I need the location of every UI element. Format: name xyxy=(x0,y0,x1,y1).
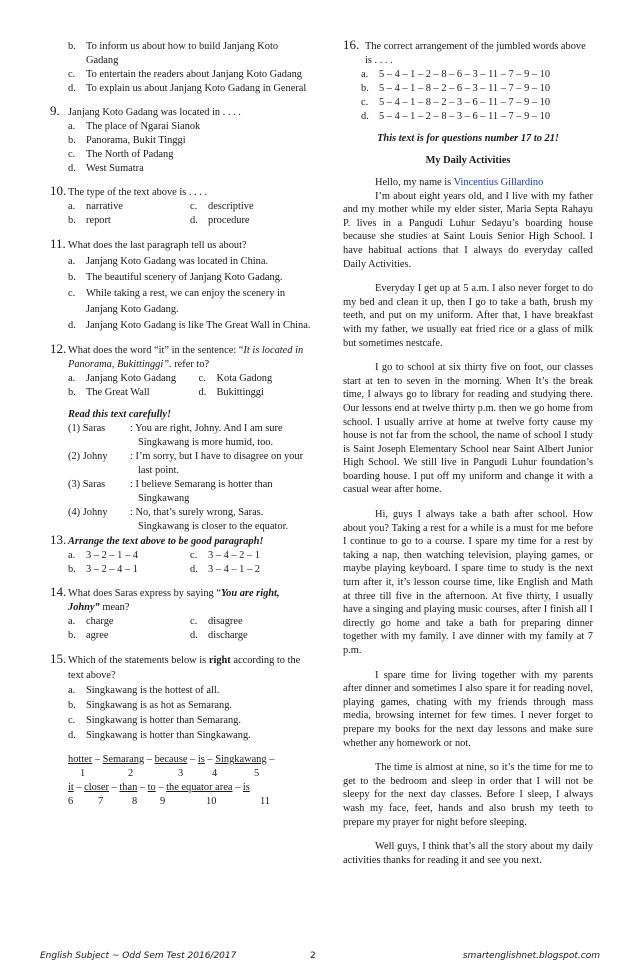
dialogue-line: (4) Johny : No, that’s surely wrong, Saras. Singkawang is closer to the equator. xyxy=(68,507,289,532)
question-text: What does the last paragraph tell us about? xyxy=(68,240,247,251)
paragraph: The time is almost at nine, so it’s the time for me to get to the bedroom and sleep in order that I will not be sleepy for the next day classes. Before I sleep, I always wash my face, feet, hands and also brush my teeth to prepare my prayer for night before sleeping. xyxy=(343,762,593,828)
question-10 xyxy=(50,183,312,228)
question-text: What does Saras express by saying “You are right, Johny” mean? xyxy=(68,588,280,613)
option-d: d. procedure xyxy=(190,215,250,226)
footer-site: smartenglishnet.blogspot.com xyxy=(462,951,600,961)
option-a: a. 3 – 2 – 1 – 4 xyxy=(68,550,138,561)
option-d: d. Janjang Koto Gadang is like The Great Wall in China. xyxy=(68,320,311,331)
question-text: What does the word “it” in the sentence: “It is located in Panorama, Bukittinggi”. refer to? xyxy=(68,345,304,370)
option-a: a. Janjang Koto Gadang was located in China. xyxy=(68,256,269,267)
option-b: b. The Great Wall xyxy=(68,387,150,398)
question-number: 16. xyxy=(343,37,360,52)
greeting: Hello, my name is Vincentius Gillardino xyxy=(375,177,544,188)
reading-text xyxy=(343,176,593,867)
option-a: a. narrative xyxy=(68,201,123,212)
option-c: c. Singkawang is hotter than Semarang. xyxy=(68,715,241,726)
option-c: c. 3 – 4 – 2 – 1 xyxy=(190,550,260,561)
question-number: 10. xyxy=(50,183,67,198)
q8-options-continued xyxy=(50,40,312,96)
option-d: d. To explain us about Janjang Koto Gadang in General xyxy=(68,83,307,94)
option-c: c. Kota Gadong xyxy=(198,373,273,384)
paragraph: Hi, guys I always take a bath after school. How about you? Taking a rest for a while is a must for me before I continue to go to a course. I spare my time for a rest by taking a nap, then watching television, playing games, or maybe playing keyboard. I spare time to study is the next turn after it, it’s lesson course time, like English and Math at three till five in the afternoon. At five thirty, I usually have a singing and playing music courses, after I finish all I directly go home and take a bath for preparing dinner together with my family. I ave dinner with my family at 7 p.m. xyxy=(343,509,593,656)
paragraph: Everyday I get up at 5 a.m. I also never forget to do my bed and clean it up, then I go to take a bath, brush my teeth, and put on my uniform. After that, I have breakfast with my father, we usually eat fried rice or a glass of milk but sometimes nestcafe. xyxy=(343,283,593,349)
question-text: The correct arrangement of the jumbled words above is . . . . xyxy=(365,41,586,66)
option-d: d. Singkawang is hotter than Singkawang. xyxy=(68,730,251,741)
paragraph: I spare time for living together with my parents after dinner and sometimes I also spare it for reading novel, playing games, chating with my friends through mass media, browsing internet for few times. I never forget to prepare my books for the next day lessons and make sure whether any homework or not. xyxy=(343,669,593,749)
question-number: 13. xyxy=(50,532,67,547)
question-text: Arrange the text above to be good paragraph! xyxy=(68,536,264,547)
option-a: a. charge xyxy=(68,616,114,627)
question-9 xyxy=(50,103,312,176)
option-a: a. 5 – 4 – 1 – 2 – 8 – 6 – 3 – 11 – 7 – 9 – 10 xyxy=(361,69,551,80)
left-column xyxy=(50,40,312,809)
jumbled-words xyxy=(50,753,312,809)
option-d: d. 3 – 4 – 1 – 2 xyxy=(190,564,260,575)
question-number: 15. xyxy=(50,651,67,666)
option-c: c. The North of Padang xyxy=(68,149,174,160)
question-11 xyxy=(50,238,312,334)
jumble-numbers-2: 6 7 8 9 10 11 xyxy=(68,796,271,807)
option-b: b. The beautiful scenery of Janjang Koto Gadang. xyxy=(68,272,283,283)
paragraph: I go to school at six thirty five on foot, our classes start at ten to seven in the morning. When It’s the break time, I always go to library for reading and studying there. Our lessons end at twelve thirty p.m. then we go home from school. I usually arrive at home at twelve forty cause my house is not far from the school, the name of school I study is Saint Joseph Elementary School near Saint Albert Junior High School. We still live in Pangudi Luhur foundation’s boarding house. I put off my uniform and change it with a casual wear after home. xyxy=(343,362,593,496)
text-instruction: This text is for questions number 17 to 21! xyxy=(377,133,559,144)
dialogue-line: (2) Johny : I’m sorry, but I have to disagree on your last point. xyxy=(68,451,304,476)
option-b: b. Panorama, Bukit Tinggi xyxy=(68,135,186,146)
question-16 xyxy=(343,37,593,124)
option-b: b. Singkawang is as hot as Semarang. xyxy=(68,700,233,711)
option-c: c. To entertain the readers about Janjang Koto Gadang xyxy=(68,69,302,80)
option-b: b. 3 – 2 – 4 – 1 xyxy=(68,564,138,575)
question-number: 9. xyxy=(50,103,60,118)
option-c: c. 5 – 4 – 1 – 8 – 2 – 3 – 6 – 11 – 7 – 9 – 10 xyxy=(361,97,551,108)
question-12 xyxy=(50,341,312,400)
question-text: Which of the statements below is right according to the text above? xyxy=(68,655,301,681)
question-number: 14. xyxy=(50,584,67,599)
right-column xyxy=(343,37,593,878)
jumble-row-1: hotter – Semarang – because – is – Singkawang – xyxy=(68,754,275,765)
option-d: d. Bukittinggi xyxy=(198,387,264,398)
question-13 xyxy=(50,532,312,577)
option-d: d. discharge xyxy=(190,630,248,641)
page-number: 2 xyxy=(310,951,316,961)
jumble-numbers-1: 1 2 3 4 5 xyxy=(80,768,260,779)
question-number: 12. xyxy=(50,341,67,356)
option-b: b. report xyxy=(68,215,111,226)
option-d: d. West Sumatra xyxy=(68,163,144,174)
option-b: b. To inform us about how to build Janjang Koto Gadang xyxy=(68,41,279,66)
option-c: c. disagree xyxy=(190,616,243,627)
dialogue-line: (3) Saras : I believe Semarang is hotter than Singkawang xyxy=(68,479,273,504)
jumble-row-2: it – closer – than – to – the equator area – is xyxy=(68,782,250,793)
option-a: a. Singkawang is the hottest of all. xyxy=(68,685,220,696)
footer-subject: English Subject ~ Odd Sem Test 2016/2017 xyxy=(40,951,237,961)
read-heading: Read this text carefully! xyxy=(68,409,172,420)
paragraph: Well guys, I think that’s all the story about my daily activities thanks for reading it and see you next. xyxy=(343,841,593,866)
option-b: b. agree xyxy=(68,630,109,641)
dialogue-line: (1) Saras : You are right, Johny. And I am sure Singkawang is more humid, too. xyxy=(68,423,283,448)
question-text: The type of the text above is . . . . xyxy=(68,187,208,198)
question-text: Janjang Koto Gadang was located in . . . . xyxy=(68,107,241,118)
question-number: 11. xyxy=(50,236,66,251)
dialogue-section xyxy=(50,408,312,534)
option-c: c. While taking a rest, we can enjoy the scenery in Janjang Koto Gadang. xyxy=(68,288,286,315)
question-14 xyxy=(50,584,312,643)
option-a: a. Janjang Koto Gadang xyxy=(68,373,177,384)
option-b: b. 5 – 4 – 1 – 8 – 2 – 6 – 3 – 11 – 7 – 9 – 10 xyxy=(361,83,551,94)
option-d: d. 5 – 4 – 1 – 2 – 8 – 3 – 6 – 11 – 7 – 9 – 10 xyxy=(361,111,551,122)
option-c: c. descriptive xyxy=(190,201,254,212)
paragraph: I’m about eight years old, and I live with my father and my mother while my elder sister, Maria Septa Rahayu P. lives in a Pangudi Luhur Sedayu’s boarding house because she studies at Saint Louis Senior High School. I have habitual actions that I always do everyday called Daily Activities. xyxy=(343,190,593,270)
option-a: a. The place of Ngarai Sianok xyxy=(68,121,201,132)
text-title: My Daily Activities xyxy=(425,155,511,166)
question-15 xyxy=(50,653,312,743)
